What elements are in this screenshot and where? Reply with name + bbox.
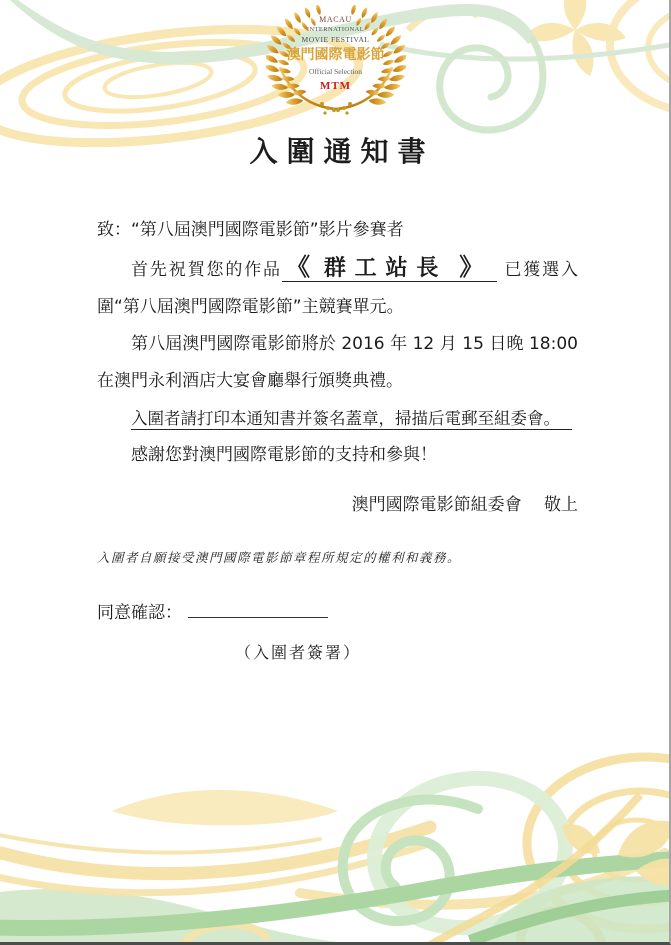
ceremony-info-paragraph: 第八屆澳門國際電影節將於 2016 年 12 月 15 日晚 18:00 在澳門永利酒店大宴會廳舉行頒獎典禮。 — [97, 334, 578, 391]
signature-hint: （入圍者簽署） — [235, 643, 362, 662]
logo-official-selection-label: Official Selection — [309, 67, 362, 76]
confirm-label: 同意確認： — [97, 603, 182, 623]
bottom-floral-decoration — [0, 735, 671, 945]
film-title: 群工站長 — [323, 256, 448, 281]
letter-body — [97, 132, 578, 671]
congrats-paragraph — [97, 249, 578, 326]
instruction-paragraph — [97, 400, 578, 437]
logo-movie-festival-label: MOVIE FESTIVAL — [301, 34, 370, 44]
film-title-underlined — [282, 253, 497, 282]
congrats-suffix: 已獲選入圍“第八屆澳門國際電影節”主競賽單元。 — [97, 260, 579, 317]
logo-international-label: INTERNATIONAL — [306, 25, 365, 33]
congrats-prefix: 首先祝賀您的作品 — [131, 260, 282, 280]
logo-mtm-abbr: MTM — [319, 79, 352, 92]
signoff-line: 澳門國際電影節組委會 敬上 — [351, 495, 578, 515]
film-bracket-open: 《 — [285, 253, 312, 281]
logo-text-block — [266, 16, 406, 92]
terms-note: 入圍者自願接受澳門國際電影節章程所規定的權利和義務。 — [97, 550, 462, 565]
signature-blank — [188, 599, 328, 618]
recipient-line: 致：“第八屆澳門國際電影節”影片參賽者 — [97, 220, 404, 240]
document-title: 入圍通知書 — [249, 135, 435, 168]
film-bracket-close: 》 — [459, 253, 486, 281]
logo-macau-label: MACAU — [319, 15, 352, 24]
confirm-line — [97, 595, 578, 632]
thanks-line: 感謝您對澳門國際電影節的支持和參與！ — [131, 445, 437, 465]
logo-chinese-name: 澳門國際電影節 — [286, 47, 385, 63]
festival-logo — [266, 5, 406, 119]
instruction-text: 入圍者請打印本通知書并簽名蓋章，掃描后電郵至組委會。 — [131, 409, 572, 430]
